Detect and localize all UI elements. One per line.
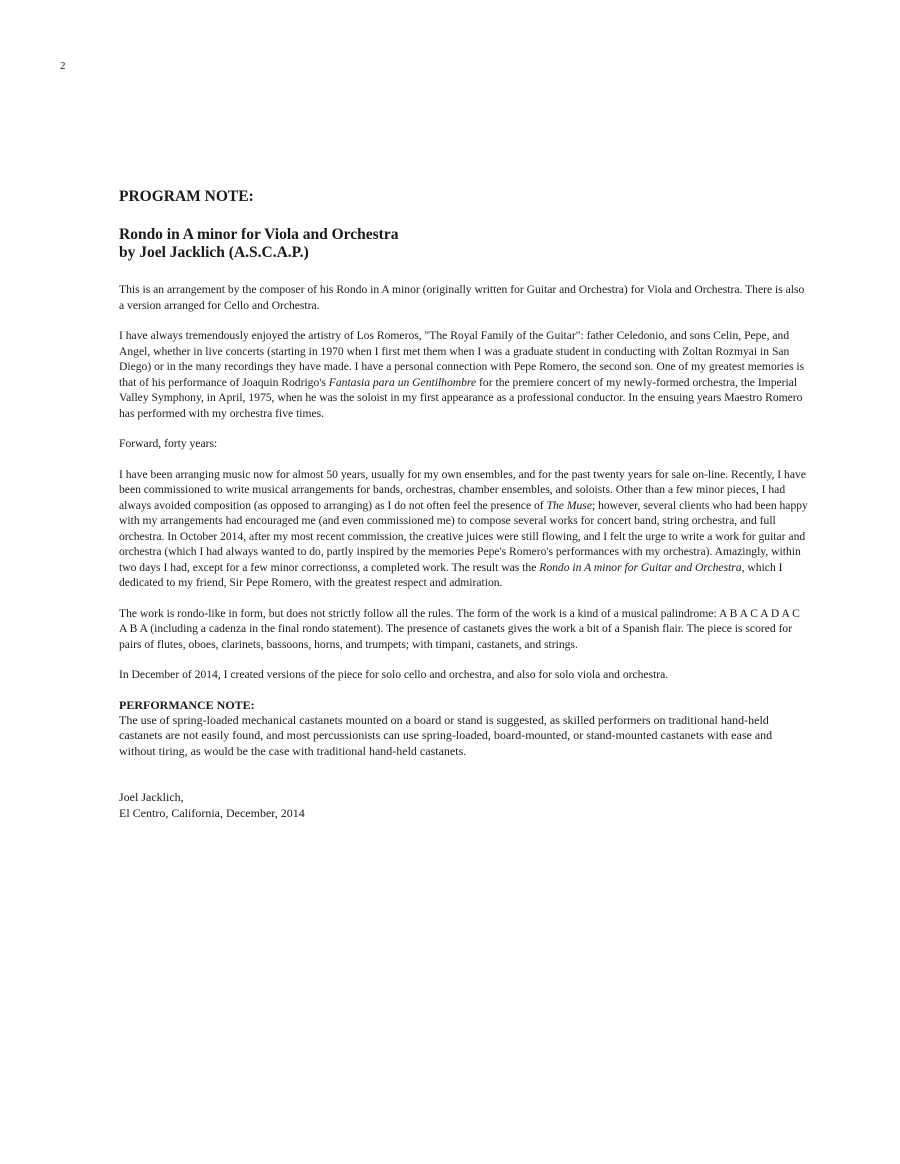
page-number: 2 (60, 60, 66, 72)
paragraph-text: which I dedicated to my friend, Sir Pepe Romero, with the greatest respect and admiration. (119, 560, 783, 589)
paragraph-arranging-history (119, 467, 809, 591)
paragraph-arrangement: This is an arrangement by the composer of his Rondo in A minor (originally written for Guitar and Orchestra) for Viola and Orchestra. There is also a version arranged for Cello and Orchestra. (119, 283, 805, 312)
program-note-heading: PROGRAM NOTE: (119, 188, 254, 205)
signature-block (119, 790, 809, 821)
italic-work-title: Rondo in A minor for Guitar and Orchestra, (539, 560, 745, 574)
paragraph-text: ; however, several clients who had been happy with my arrangements had encouraged me (and even commissioned me) to compose several works for concert band, string orchestra, and full orchestra. In October 2014, after my most recent commission, the creative juices were still flowing, and I felt the urge to write a work for guitar and orchestra (which I had always wanted to do, partly inspired by the memories Pepe's Romero's performances with my orchestra). Amazingly, within two days I had, except for a few minor correctionss, a completed work. The result was the (119, 498, 808, 574)
piece-title: Rondo in A minor for Viola and Orchestra (119, 226, 399, 243)
paragraph-versions: In December of 2014, I created versions of the piece for solo cello and orchestra, and also for solo viola and orchestra. (119, 668, 669, 681)
composer-credit: by Joel Jacklich (A.S.C.A.P.) (119, 244, 309, 261)
performance-note-heading: PERFORMANCE NOTE: (119, 697, 255, 712)
signature-place-date: El Centro, California, December, 2014 (119, 805, 305, 820)
signature-name: Joel Jacklich, (119, 790, 184, 804)
performance-note-text: The use of spring-loaded mechanical castanets mounted on a board or stand is suggested, as skilled performers on traditional hand-held castanets are not easily found, and most percussionists can use spring-loaded, board-mounted, or stand-mounted castanets with ease and without tiring, as would be the case with traditional hand-held castanets. (119, 712, 773, 758)
paragraph-text: I have always tremendously enjoyed the artistry of Los Romeros, "The Royal Family of the Guitar": father Celedonio, and sons Celin, Pepe, and Angel, whether in live concerts (starting in 1970 when I first met them when I was a graduate student in conducting with Zoltan Rozmyai in San Diego) or in the many recordings they have made. I have a personal connection with Pepe Romero, the second son. One of my greatest memories is that of his performance of Joaquin Rodrigo's (119, 329, 805, 389)
paragraph-los-romeros (119, 328, 809, 421)
title-block (119, 226, 809, 262)
paragraph-text: for the premiere concert of my newly-formed orchestra, the Imperial Valley Symphony, in April, 1975, when he was the soloist in my first appearance as a professional conductor. In the ensuing years Maestro Romero has performed with my orchestra five times. (119, 375, 803, 420)
paragraph-forward: Forward, forty years: (119, 437, 218, 450)
paragraph-text: I have been arranging music now for almost 50 years, usually for my own ensembles, and for the past twenty years for sale on-line. Recently, I have been commissioned to write musical arrangements for bands, orchestras, chamber ensembles, and soloists. Other than a few minor pieces, I had always avoided composition (as opposed to arranging) as I do not often feel the presence of (119, 467, 806, 512)
paragraph-form: The work is rondo-like in form, but does not strictly follow all the rules. The form of the work is a kind of a musical palindrome: A B A C A D A C A B A (including a cadenza in the final rondo statement). The presence of castanets gives the work a bit of a Spanish flair. The piece is scored for pairs of flutes, oboes, clarinets, bassoons, horns, and trumpets; with timpani, castanets, and strings. (119, 606, 800, 651)
document-body (119, 188, 809, 821)
italic-work-title: Fantasia para un Gentilhombre (328, 375, 477, 389)
italic-the-muse: The Muse (546, 498, 592, 512)
